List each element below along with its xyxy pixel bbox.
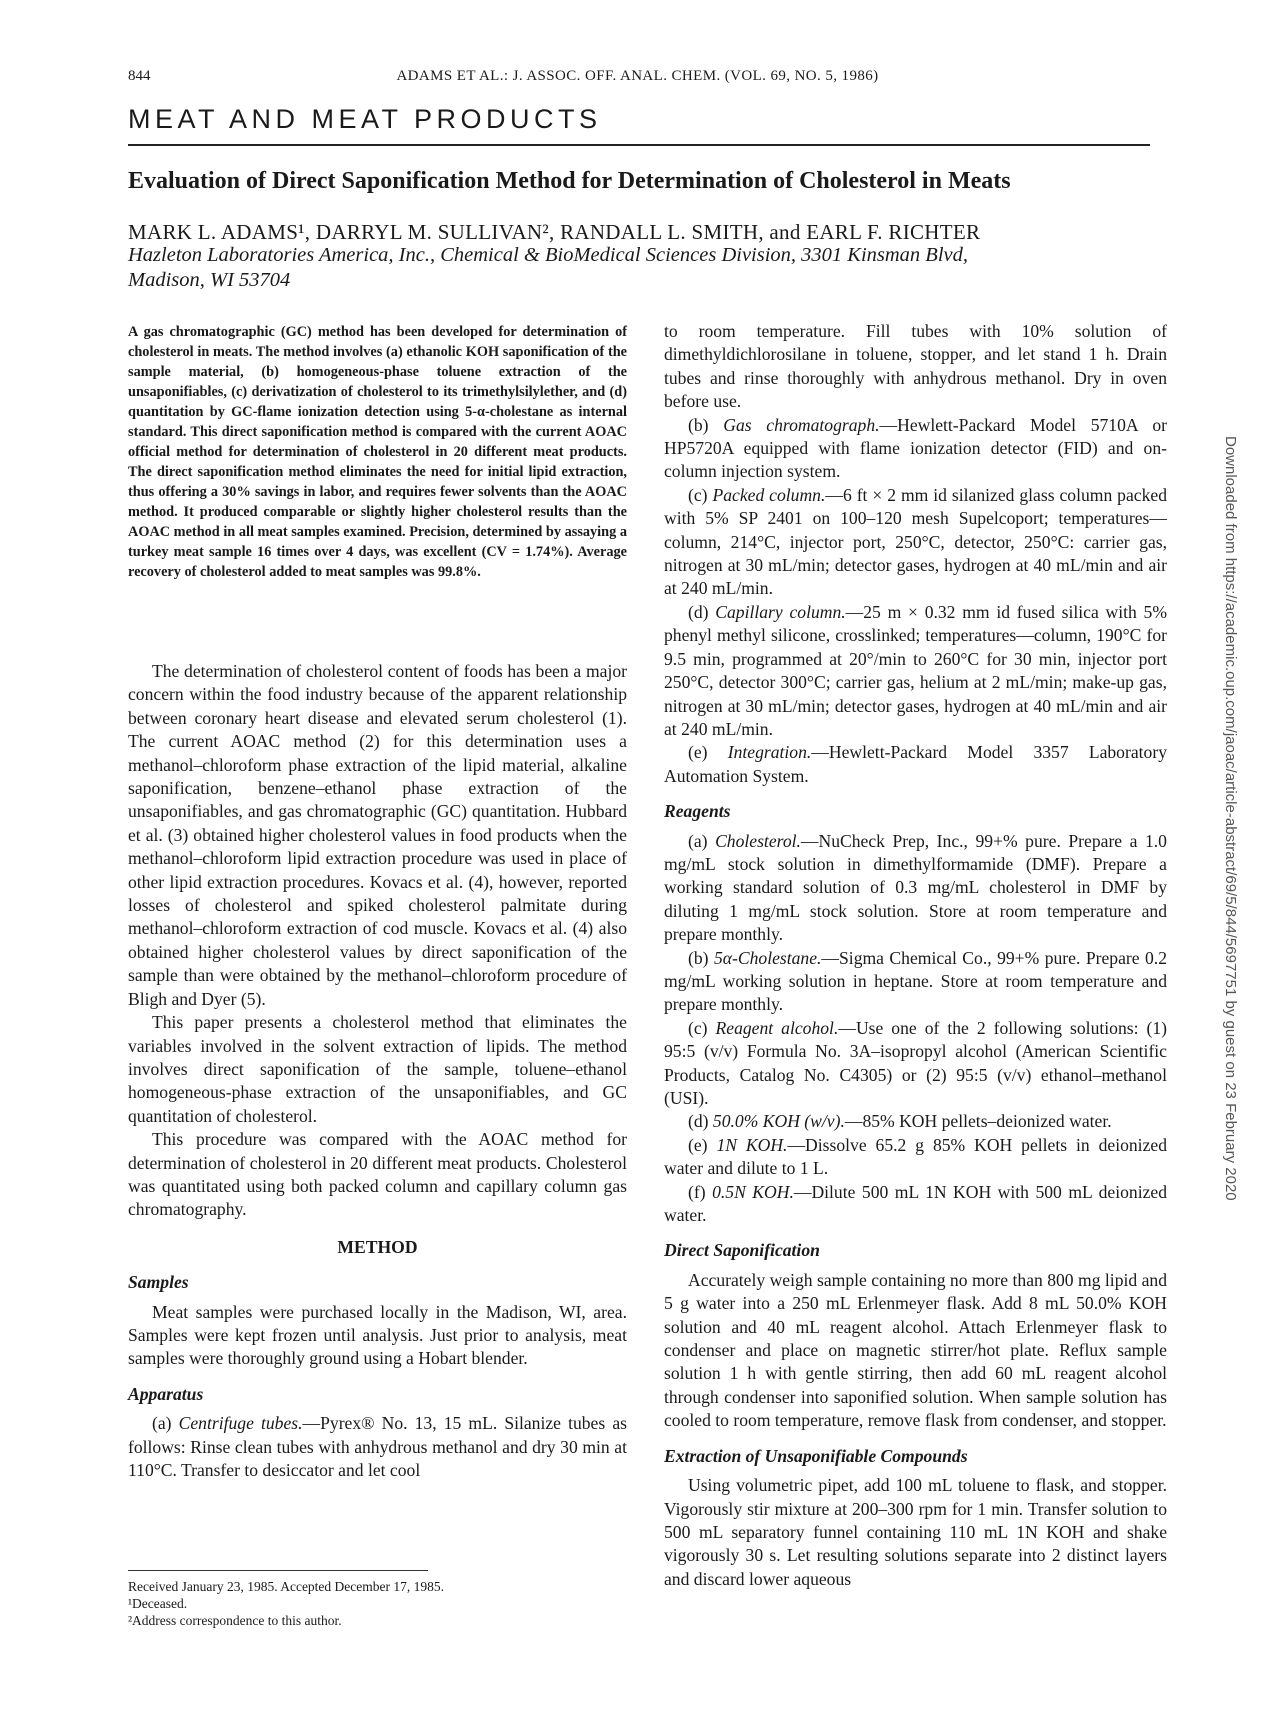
item-label: (e) [688, 742, 728, 763]
right-column [664, 320, 1167, 1591]
affiliation-line-2: Madison, WI 53704 [128, 269, 291, 291]
footnote-2: ²Address correspondence to this author. [128, 1613, 342, 1628]
method-heading: METHOD [337, 1236, 418, 1257]
apparatus-item [664, 484, 1167, 601]
item-label: (a) [152, 1413, 179, 1434]
reagent-item [664, 1017, 1167, 1111]
apparatus-item [664, 741, 1167, 788]
item-label: (d) [688, 1111, 713, 1132]
item-name: Centrifuge tubes. [178, 1413, 303, 1434]
item-label: (d) [688, 601, 716, 622]
item-text: —Dilute 500 mL 1N KOH with 500 mL deionized water. [664, 1181, 1167, 1226]
extraction-heading: Extraction of Unsaponifiable Compounds [664, 1445, 968, 1466]
reagent-item [664, 1181, 1167, 1228]
item-text: —85% KOH pellets–deionized water. [844, 1111, 1112, 1132]
item-text: —Hewlett-Packard Model 5710A or HP5720A equipped with flame ionization detector (FID) and on-column injection system. [664, 414, 1167, 482]
direct-saponification-heading: Direct Saponification [664, 1240, 820, 1261]
apparatus-item [128, 1412, 627, 1482]
item-name: 50.0% KOH (w/v). [712, 1111, 845, 1132]
section-heading: MEAT AND MEAT PRODUCTS [128, 104, 1150, 146]
download-side-note: Downloaded from https://academic.oup.com/jaoac/article-abstract/69/5/844/5697751 by guest on 23 February 2020 [1222, 436, 1239, 1201]
item-name: Integration. [727, 742, 812, 763]
received-note: Received January 23, 1985. Accepted December 17, 1985. [128, 1579, 445, 1594]
item-name: Gas chromatograph. [723, 414, 880, 435]
reagent-item [664, 947, 1167, 1017]
item-name: Capillary column. [715, 601, 846, 622]
left-column [128, 660, 627, 1482]
samples-heading: Samples [128, 1272, 189, 1293]
item-name: 5α-Cholestane. [713, 947, 822, 968]
apparatus-item [664, 601, 1167, 741]
item-label: (b) [688, 414, 724, 435]
page-number: 844 [128, 68, 151, 84]
item-label: (c) [688, 484, 713, 505]
apparatus-heading: Apparatus [128, 1383, 204, 1404]
continued-text: to room temperature. Fill tubes with 10% solution of dimethyldichlorosilane in toluene, stopper, and let stand 1 h. Drain tubes and rinse thoroughly with anhydrous methanol. Dry in oven before use. [664, 321, 1167, 412]
item-label: (e) [688, 1134, 717, 1155]
affiliation [128, 243, 1128, 293]
reagent-item [664, 1134, 1167, 1181]
item-text: —NuCheck Prep, Inc., 99+% pure. Prepare a 1.0 mg/mL stock solution in dimethylformamide (DMF). Prepare a working standard solution of 0.3 mg/mL cholesterol in DMF by diluting 1 mg/mL stock solution. Store at room temperature and prepare monthly. [664, 830, 1167, 945]
footnote-divider [128, 1570, 428, 1571]
author-list: MARK L. ADAMS¹, DARRYL M. SULLIVAN², RANDALL L. SMITH, and EARL F. RICHTER [128, 220, 981, 244]
item-text: —Hewlett-Packard Model 3357 Laboratory Automation System. [664, 742, 1167, 786]
affiliation-line-1: Hazleton Laboratories America, Inc., Chemical & BioMedical Sciences Division, 3301 Kinsman Blvd, [128, 244, 968, 266]
intro-paragraph: This paper presents a cholesterol method that eliminates the variables involved in the solvent extraction of lipids. The method involves direct saponification of the sample, toluene–ethanol homogeneous-phase extraction of the unsaponifiables, and GC quantitation of cholesterol. [128, 1012, 627, 1126]
reagents-heading: Reagents [664, 801, 731, 822]
extraction-text: Using volumetric pipet, add 100 mL toluene to flask, and stopper. Vigorously stir mixture at 200–300 rpm for 1 min. Transfer solution to 500 mL separatory funnel containing 110 mL 1N KOH and shake vigorously 30 s. Let resulting solutions separate into 2 distinct layers and discard lower aqueous [664, 1475, 1167, 1589]
reagent-item [664, 1110, 1167, 1133]
item-text: —Sigma Chemical Co., 99+% pure. Prepare 0.2 mg/mL working solution in heptane. Store at room temperature and prepare monthly. [664, 947, 1167, 1015]
intro-paragraph: The determination of cholesterol content of foods has been a major concern within the food industry because of the apparent relationship between coronary heart disease and elevated serum cholesterol (1). The current AOAC method (2) for this determination uses a methanol–chloroform phase extraction of the lipid material, alkaline saponification, benzene–ethanol phase extraction of the unsaponifiables, and gas chromatographic (GC) quantitation. Hubbard et al. (3) obtained higher cholesterol values in food products when the methanol–chloroform lipid extraction procedure was used in place of other lipid extraction procedures. Kovacs et al. (4), however, reported losses of cholesterol and spiked cholesterol palmitate during methanol–chloroform extraction of cod muscle. Kovacs et al. (4) also obtained higher cholesterol values by direct saponification of the sample than were obtained by the methanol–chloroform procedure of Bligh and Dyer (5). [128, 661, 627, 1009]
samples-text: Meat samples were purchased locally in the Madison, WI, area. Samples were kept frozen until analysis. Just prior to analysis, meat samples were thoroughly ground using a Hobart blender. [128, 1301, 627, 1369]
running-header [128, 68, 1147, 90]
reagent-item [664, 830, 1167, 947]
item-name: Reagent alcohol. [715, 1017, 839, 1038]
apparatus-item [664, 414, 1167, 484]
item-text: —Use one of the 2 following solutions: (1) 95:5 (v/v) Formula No. 3A–isopropyl alcohol (American Scientific Products, Catalog No. C4305) or (2) 95:5 (v/v) ethanol–methanol (USI). [664, 1017, 1167, 1108]
item-name: 0.5N KOH. [712, 1181, 794, 1202]
item-text: —Pyrex® No. 13, 15 mL. Silanize tubes as follows: Rinse clean tubes with anhydrous methanol and dry 30 min at 110°C. Transfer to desiccator and let cool [128, 1413, 627, 1480]
item-text: —25 m × 0.32 mm id fused silica with 5% phenyl methyl silicone, crosslinked; temperatures—column, 190°C for 9.5 min, programmed at 20°/min to 260°C for 30 min, injector port 250°C, detector 300°C; carrier gas, helium at 2 mL/min; make-up gas, nitrogen at 30 mL/min; detector gases, hydrogen at 40 mL/min and air at 240 mL/min. [664, 601, 1167, 739]
item-name: Packed column. [712, 484, 826, 505]
item-label: (c) [688, 1017, 716, 1038]
running-title: ADAMS ET AL.: J. ASSOC. OFF. ANAL. CHEM. (VOL. 69, NO. 5, 1986) [396, 68, 879, 84]
abstract: A gas chromatographic (GC) method has been developed for determination of cholesterol in meats. The method involves (a) ethanolic KOH saponification of the sample material, (b) homogeneous-phase toluene extraction of the unsaponifiables, (c) derivatization of cholesterol to its trimethylsilylether, and (d) quantitation by GC-flame ionization detection using 5-α-cholestane as internal standard. This direct saponification method is compared with the current AOAC official method for determination of cholesterol in 20 different meat products. The direct saponification method eliminates the need for initial lipid extraction, thus offering a 30% savings in labor, and requires fewer solvents than the AOAC method. It produced comparable or slightly higher cholesterol results than the AOAC method in all meat samples examined. Precision, determined by assaying a turkey meat sample 16 times over 4 days, was excellent (CV = 1.74%). Average recovery of cholesterol added to meat samples was 99.8%. [128, 324, 627, 580]
item-name: Cholesterol. [715, 830, 801, 851]
item-name: 1N KOH. [716, 1134, 788, 1155]
item-text: —6 ft × 2 mm id silanized glass column packed with 5% SP 2401 on 100–120 mesh Supelcoport; temperatures—column, 214°C, injector port, 250°C, detector, 250°C: carrier gas, nitrogen at 30 mL/min; detector gases, hydrogen at 40 mL/min and air at 240 mL/min. [664, 484, 1168, 599]
item-label: (a) [688, 830, 716, 851]
footnote-1: ¹Deceased. [128, 1596, 188, 1611]
item-text: —Dissolve 65.2 g 85% KOH pellets in deionized water and dilute to 1 L. [664, 1134, 1167, 1179]
item-label: (f) [688, 1181, 713, 1202]
item-label: (b) [688, 947, 714, 968]
footnotes [128, 1578, 627, 1629]
intro-paragraph: This procedure was compared with the AOAC method for determination of cholesterol in 20 different meat products. Cholesterol was quantitated using both packed column and capillary column gas chromatography. [128, 1129, 627, 1220]
article-title: Evaluation of Direct Saponification Method for Determination of Cholesterol in Meats [128, 168, 1011, 194]
direct-saponification-text: Accurately weigh sample containing no more than 800 mg lipid and 5 g water into a 250 mL Erlenmeyer flask. Add 8 mL 50.0% KOH solution and 40 mL reagent alcohol. Attach Erlenmeyer flask to condenser and place on magnetic stirrer/hot plate. Reflux sample solution 1 h with gentle stirring, then add 60 mL reagent alcohol through condenser into saponified solution. When sample solution has cooled to room temperature, remove flask from condenser, and stopper. [664, 1269, 1167, 1431]
